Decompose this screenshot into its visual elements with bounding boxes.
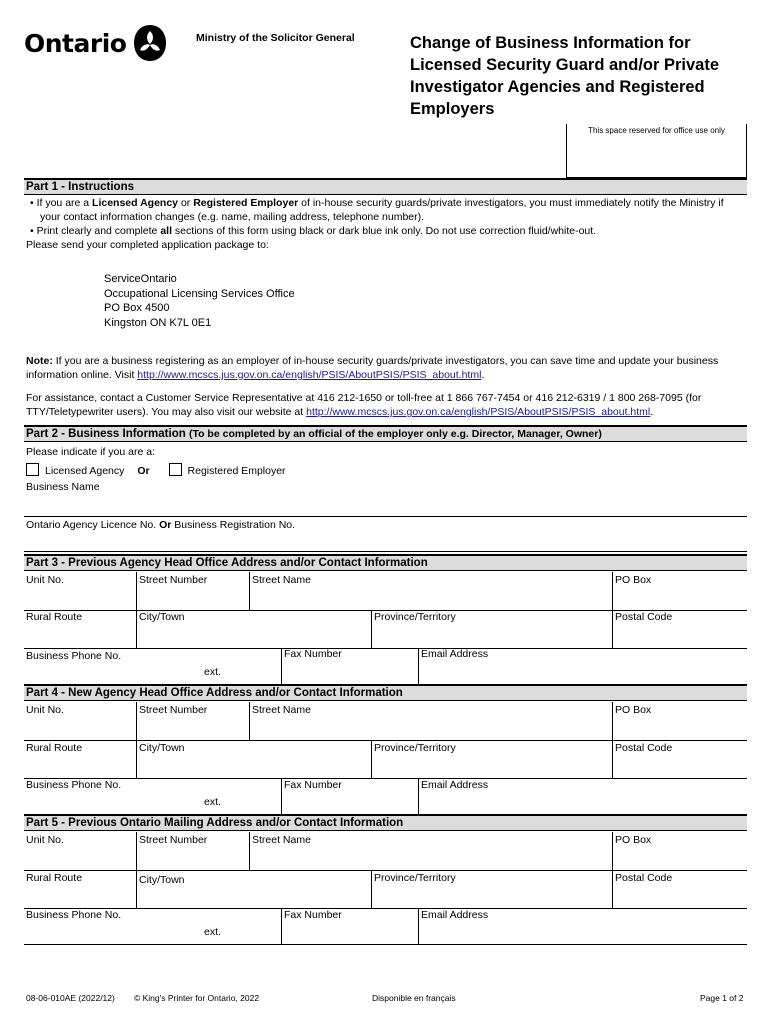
form-number: 08-06-010AE (2022/12) — [26, 993, 115, 1003]
assistance-paragraph: For assistance, contact a Customer Service Representative at 416 212-1650 or toll-free at 1 866 767-7454 or 416 212-6319 / 1 800 268-7095 (for TTY/Teletypewriter users). You may also visit our website at http://www.mcscs.jus.gov.on.ca/english/PSIS/AboutPSIS/PSIS_about.html. — [26, 392, 702, 418]
note-paragraph: Note: If you are a business registering as an employer of in-house security guards/private investigators, you can save time and update your business information online. Visit http://www.mcscs.jus.gov.on.ca/english/PSIS/AboutPSIS/PSIS_about.html. — [26, 355, 719, 381]
city-field[interactable]: City/Town — [139, 742, 185, 754]
website-link[interactable]: http://www.mcscs.jus.gov.on.ca/english/PSIS/AboutPSIS/PSIS_about.html — [306, 406, 651, 418]
po-box-field[interactable]: PO Box — [615, 834, 652, 846]
address-line: ServiceOntario — [104, 273, 177, 285]
unit-field[interactable]: Unit No. — [26, 834, 64, 846]
unit-field[interactable]: Unit No. — [26, 574, 64, 586]
licence-number-label: Ontario Agency Licence No. Or Business Registration No. — [26, 519, 296, 531]
email-field[interactable]: Email Address — [421, 648, 489, 660]
entity-type-options — [26, 463, 286, 477]
rural-route-field[interactable]: Rural Route — [26, 872, 83, 884]
city-field[interactable]: City/Town — [139, 874, 185, 886]
trillium-icon — [132, 24, 168, 62]
phone-field[interactable]: Business Phone No. — [26, 909, 122, 921]
instruction-bullet-1: • If you are a Licensed Agency or Registered Employer of in-house security guards/private investigators, you must immediately notify the Ministry if your contact information changes (e.g. name, mailing address, telephone number). — [30, 197, 724, 223]
unit-field[interactable]: Unit No. — [26, 704, 64, 716]
licence-number-field[interactable] — [24, 551, 747, 552]
province-field[interactable]: Province/Territory — [374, 872, 456, 884]
logo-text: Ontario — [24, 28, 127, 58]
registered-employer-label: Registered Employer — [187, 465, 286, 477]
street-name-field[interactable]: Street Name — [252, 834, 311, 846]
address-line: Occupational Licensing Services Office — [104, 287, 295, 300]
province-field[interactable]: Province/Territory — [374, 742, 456, 754]
phone-field[interactable]: Business Phone No. — [26, 779, 122, 791]
rural-route-field[interactable]: Rural Route — [26, 742, 83, 754]
province-field[interactable]: Province/Territory — [374, 611, 456, 623]
part1-instructions — [26, 196, 746, 252]
fax-field[interactable]: Fax Number — [284, 779, 342, 791]
or-label: Or — [137, 465, 150, 477]
registered-employer-checkbox[interactable] — [169, 463, 182, 476]
part2-heading: Part 2 - Business Information (To be completed by an official of the employer only e.g. Director, Manager, Owner) — [24, 425, 747, 442]
french-available: Disponible en français — [372, 993, 456, 1003]
street-number-field[interactable]: Street Number — [139, 834, 208, 846]
part1-heading: Part 1 - Instructions — [24, 178, 747, 195]
mailing-address — [104, 272, 295, 330]
business-name-field[interactable] — [24, 516, 747, 517]
city-field[interactable]: City/Town — [139, 611, 185, 623]
business-name-label: Business Name — [26, 481, 100, 493]
po-box-field[interactable]: PO Box — [615, 574, 652, 586]
part5-heading: Part 5 - Previous Ontario Mailing Address and/or Contact Information — [24, 814, 747, 831]
form-title: Change of Business Information for Licensed Security Guard and/or Private Investigator Agencies and Registered Employers — [410, 34, 720, 118]
phone-field[interactable]: Business Phone No. — [26, 650, 122, 662]
online-link[interactable]: http://www.mcscs.jus.gov.on.ca/english/PSIS/AboutPSIS/PSIS_about.html — [137, 369, 482, 381]
rural-route-field[interactable]: Rural Route — [26, 611, 83, 623]
ministry-name: Ministry of the Solicitor General — [196, 32, 355, 44]
office-use-box — [566, 124, 747, 178]
instruction-bullet-2: • Print clearly and complete all sections of this form using black or dark blue ink only. Do not use correction fluid/white-out. — [30, 225, 597, 237]
part3-heading: Part 3 - Previous Agency Head Office Address and/or Contact Information — [24, 554, 747, 571]
copyright: © King's Printer for Ontario, 2022 — [134, 993, 260, 1003]
ontario-logo — [24, 22, 174, 64]
fax-field[interactable]: Fax Number — [284, 648, 342, 660]
part4-heading: Part 4 - New Agency Head Office Address and/or Contact Information — [24, 684, 747, 701]
street-number-field[interactable]: Street Number — [139, 704, 208, 716]
page-number: Page 1 of 2 — [700, 993, 744, 1003]
street-number-field[interactable]: Street Number — [139, 574, 208, 586]
po-box-field[interactable]: PO Box — [615, 704, 652, 716]
street-name-field[interactable]: Street Name — [252, 574, 311, 586]
street-name-field[interactable]: Street Name — [252, 704, 311, 716]
ext-field[interactable]: ext. — [204, 796, 221, 808]
fax-field[interactable]: Fax Number — [284, 909, 342, 921]
email-field[interactable]: Email Address — [421, 779, 489, 791]
address-line: PO Box 4500 — [104, 302, 170, 314]
postal-code-field[interactable]: Postal Code — [615, 611, 673, 623]
indicate-label: Please indicate if you are a: — [26, 446, 155, 458]
ext-field[interactable]: ext. — [204, 666, 221, 678]
send-instruction: Please send your completed application package to: — [26, 239, 269, 251]
office-use-label: This space reserved for office use only — [588, 126, 725, 135]
email-field[interactable]: Email Address — [421, 909, 489, 921]
licensed-agency-label: Licensed Agency — [45, 465, 125, 477]
postal-code-field[interactable]: Postal Code — [615, 742, 673, 754]
address-line: Kingston ON K7L 0E1 — [104, 316, 212, 329]
postal-code-field[interactable]: Postal Code — [615, 872, 673, 884]
ext-field[interactable]: ext. — [204, 926, 221, 938]
licensed-agency-checkbox[interactable] — [26, 463, 39, 476]
